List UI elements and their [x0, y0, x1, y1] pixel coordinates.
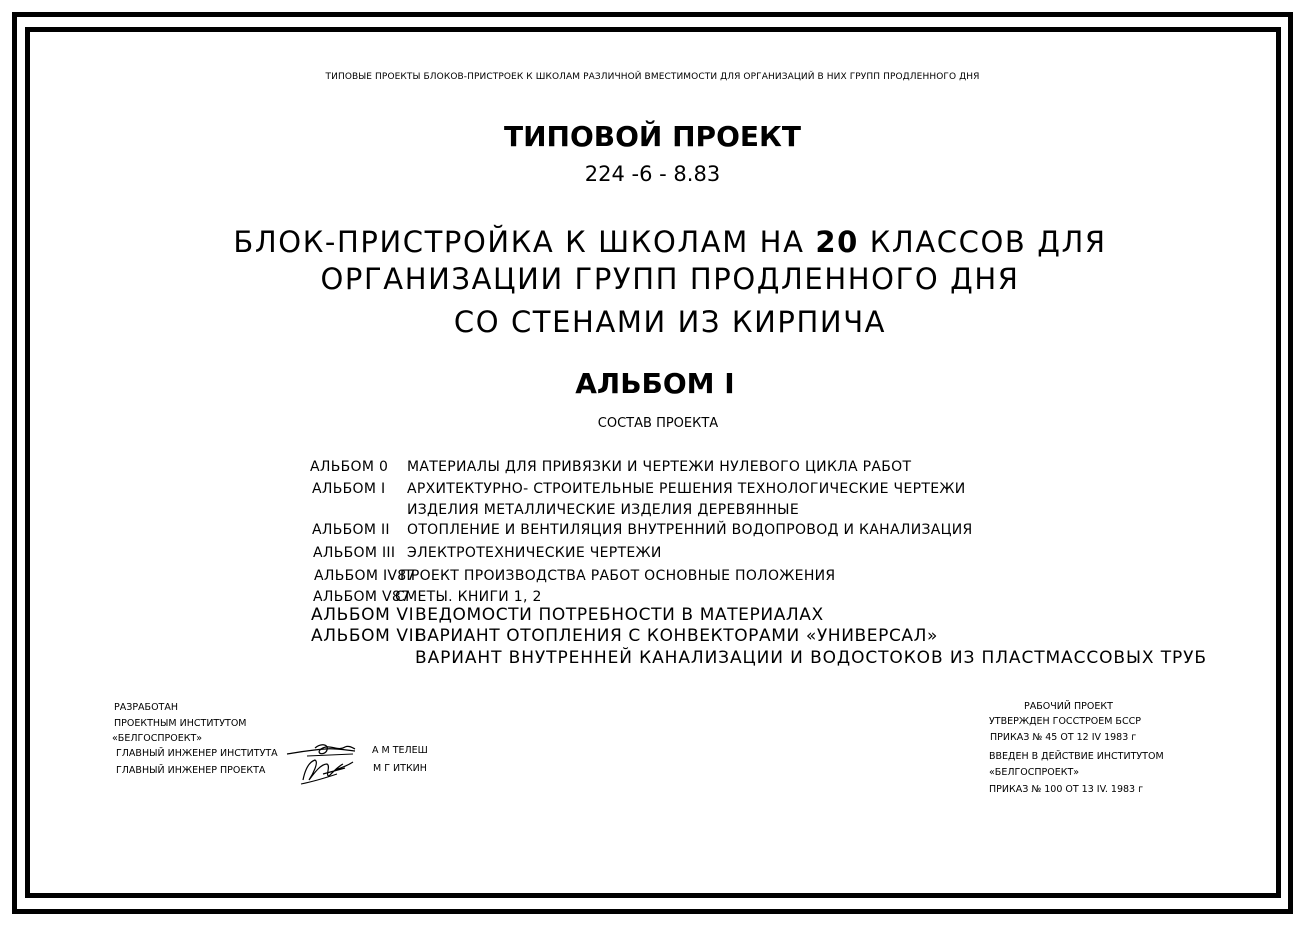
approval-order-1: ПРИКАЗ № 45 ОТ 12 IV 1983 г [990, 732, 1137, 743]
list-item [313, 589, 542, 605]
project-code: 224 -6 - 8.83 [584, 162, 721, 186]
project-kind-heading: ТИПОВОЙ ПРОЕКТ [504, 120, 801, 153]
project-name-line-2: ОРГАНИЗАЦИИ ГРУПП ПРОДЛЕННОГО ДНЯ [320, 262, 1020, 296]
project-name-line-1: БЛОК-ПРИСТРОЙКА К ШКОЛАМ НА 20 КЛАССОВ ДЛЯ [233, 225, 1107, 259]
series-title: ТИПОВЫЕ ПРОЕКТЫ БЛОКОВ-ПРИСТРОЕК К ШКОЛАМ РАЗЛИЧНОЙ ВМЕСТИМОСТИ ДЛЯ ОРГАНИЗАЦИЙ В НИХ ГРУПП ПРОДЛЕННОГО ДНЯ [325, 72, 980, 82]
album-label: АЛЬБОМ II [312, 522, 390, 538]
chief-engineer-project-label: ГЛАВНЫЙ ИНЖЕНЕР ПРОЕКТА [116, 765, 266, 776]
chief-engineer-institute-label: ГЛАВНЫЙ ИНЖЕНЕР ИНСТИТУТА [116, 748, 278, 759]
album-label: АЛЬБОМ I [312, 481, 386, 497]
signature-image [285, 740, 375, 790]
list-item [407, 502, 799, 518]
developer-line-3: «БЕЛГОСПРОЕКТ» [112, 733, 203, 744]
approval-line-1: РАБОЧИЙ ПРОЕКТ [1024, 701, 1113, 712]
album-title: АЛЬБОМ I [575, 367, 735, 400]
album-label: АЛЬБОМ III [313, 545, 396, 561]
list-item [314, 568, 836, 584]
composition-heading: СОСТАВ ПРОЕКТА [597, 416, 719, 431]
album-label: АЛЬБОМ VII [311, 626, 420, 646]
album-label: АЛЬБОМ VI [311, 605, 415, 625]
list-item [311, 605, 824, 625]
chief-engineer-institute-name: А М ТЕЛЕШ [372, 745, 428, 756]
approval-line-5: «БЕЛГОСПРОЕКТ» [989, 767, 1080, 778]
list-item [310, 459, 912, 475]
approval-line-4: ВВЕДЕН В ДЕЙСТВИЕ ИНСТИТУТОМ [989, 751, 1164, 762]
project-name-line-3: СО СТЕНАМИ ИЗ КИРПИЧА [453, 305, 887, 339]
approval-line-2: УТВЕРЖДЕН ГОССТРОЕМ БССР [989, 716, 1141, 727]
album-description: ЭЛЕКТРОТЕХНИЧЕСКИЕ ЧЕРТЕЖИ [407, 545, 662, 561]
album-description: ВЕДОМОСТИ ПОТРЕБНОСТИ В МАТЕРИАЛАХ [415, 605, 824, 625]
developer-line-2: ПРОЕКТНЫМ ИНСТИТУТОМ [114, 718, 247, 729]
album-description: ПРОЕКТ ПРОИЗВОДСТВА РАБОТ ОСНОВНЫЕ ПОЛОЖЕНИЯ [400, 568, 836, 584]
album-description: ВАРИАНТ ОТОПЛЕНИЯ С КОНВЕКТОРАМИ «УНИВЕРСАЛ» [415, 626, 939, 646]
album-description: АРХИТЕКТУРНО- СТРОИТЕЛЬНЫЕ РЕШЕНИЯ ТЕХНОЛОГИЧЕСКИЕ ЧЕРТЕЖИ [407, 481, 966, 497]
list-item [311, 626, 939, 646]
list-item [312, 481, 966, 497]
approval-order-2: ПРИКАЗ № 100 ОТ 13 IV. 1983 г [989, 784, 1144, 795]
album-description: ВАРИАНТ ВНУТРЕННЕЙ КАНАЛИЗАЦИИ И ВОДОСТОКОВ ИЗ ПЛАСТМАССОВЫХ ТРУБ [415, 648, 1207, 668]
album-description: СМЕТЫ. КНИГИ 1, 2 [395, 589, 542, 605]
list-item [415, 648, 1207, 668]
list-item [312, 522, 973, 538]
album-label: АЛЬБОМ IV87 [314, 568, 416, 584]
album-description: ОТОПЛЕНИЕ И ВЕНТИЛЯЦИЯ ВНУТРЕННИЙ ВОДОПРОВОД И КАНАЛИЗАЦИЯ [407, 522, 973, 538]
list-item [313, 545, 662, 561]
classes-count: 20 [815, 225, 859, 259]
album-description: МАТЕРИАЛЫ ДЛЯ ПРИВЯЗКИ И ЧЕРТЕЖИ НУЛЕВОГО ЦИКЛА РАБОТ [407, 459, 912, 475]
album-label: АЛЬБОМ V87 [313, 589, 411, 605]
chief-engineer-project-name: М Г ИТКИН [373, 763, 427, 774]
album-description: ИЗДЕЛИЯ МЕТАЛЛИЧЕСКИЕ ИЗДЕЛИЯ ДЕРЕВЯННЫЕ [407, 502, 799, 518]
developer-line-1: РАЗРАБОТАН [114, 702, 178, 713]
album-label: АЛЬБОМ 0 [310, 459, 389, 475]
